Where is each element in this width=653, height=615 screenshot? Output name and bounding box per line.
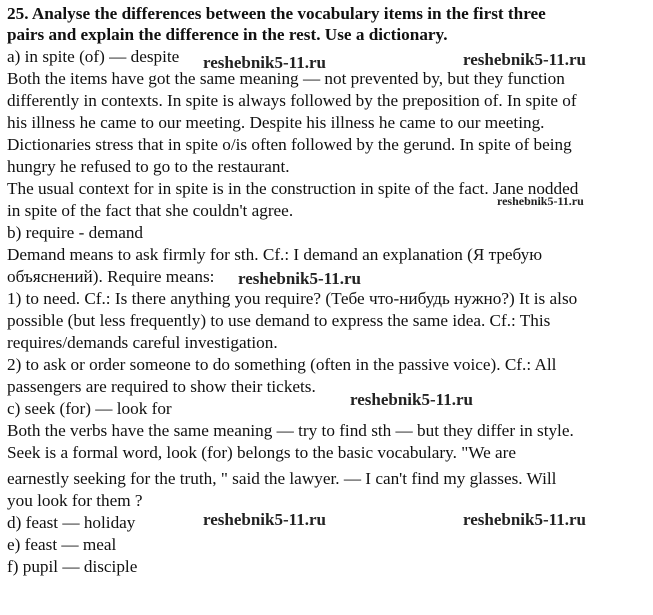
text-line: Both the items have got the same meaning — not prevented by, but they function <box>7 69 565 88</box>
watermark: reshebnik5-11.ru <box>497 194 584 208</box>
text-line: b) require - demand <box>7 223 144 242</box>
text-line: 1) to need. Cf.: Is there anything you require? (Тебе что-нибудь нужно?) It is also <box>7 289 578 308</box>
text-line: possible (but less frequently) to use demand to express the same idea. Cf.: This <box>7 311 551 330</box>
text-line: объяснений). Require means: <box>7 267 215 286</box>
watermark: reshebnik5-11.ru <box>463 50 586 69</box>
text-line: c) seek (for) — look for <box>7 399 172 418</box>
text-line: Seek is a formal word, look (for) belongs to the basic vocabulary. "We are <box>7 443 516 462</box>
watermark: reshebnik5-11.ru <box>203 53 326 72</box>
text-line: differently in contexts. In spite is always followed by the preposition of. In spite of <box>7 91 577 110</box>
text-line: Demand means to ask firmly for sth. Cf.: I demand an explanation (Я требую <box>7 245 543 264</box>
text-line: you look for them ? <box>7 491 143 510</box>
text-line: in spite of the fact that she couldn't agree. <box>7 201 294 220</box>
text-line: his illness he came to our meeting. Despite his illness he came to our meeting. <box>7 113 545 132</box>
text-line: earnestly seeking for the truth, " said the lawyer. — I can't find my glasses. Will <box>7 469 557 488</box>
text-line: e) feast — meal <box>7 535 117 554</box>
watermark: reshebnik5-11.ru <box>463 510 586 529</box>
text-line: Dictionaries stress that in spite o/is often followed by the gerund. In spite of being <box>7 135 572 154</box>
text-line: Both the verbs have the same meaning — try to find sth — but they differ in style. <box>7 421 574 440</box>
task-title-line-2: pairs and explain the difference in the rest. Use a dictionary. <box>7 25 448 44</box>
watermark: reshebnik5-11.ru <box>203 510 326 529</box>
watermark: reshebnik5-11.ru <box>350 390 473 409</box>
text-line: requires/demands careful investigation. <box>7 333 278 352</box>
text-line: passengers are required to show their tickets. <box>7 377 316 396</box>
text-line: The usual context for in spite is in the construction in spite of the fact. Jane nodded <box>7 179 579 198</box>
text-line: a) in spite (of) — despite <box>7 47 180 66</box>
task-title-line-1: 25. Analyse the differences between the vocabulary items in the first three <box>7 4 546 23</box>
watermark: reshebnik5-11.ru <box>238 269 361 288</box>
text-line: 2) to ask or order someone to do something (often in the passive voice). Cf.: All <box>7 355 557 374</box>
text-line: f) pupil — disciple <box>7 557 138 576</box>
text-line: d) feast — holiday <box>7 513 136 532</box>
text-line: hungry he refused to go to the restaurant. <box>7 157 290 176</box>
